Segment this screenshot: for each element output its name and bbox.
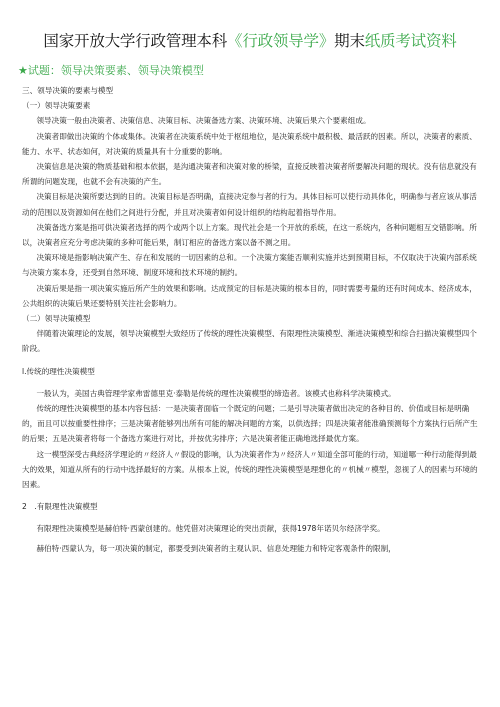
- paragraph: 决策信息是决策的物质基础和根本依据，是沟通决策者和决策对象的桥梁，直接反映着决策者所要解决问题的现状。没有信息就没有所谓的问题发现，也就不会有决策的产生。: [22, 162, 477, 187]
- title-part-course: 《行政领导学》: [227, 32, 335, 50]
- subsection-heading: （一）领导决策要素: [22, 101, 91, 111]
- paragraph: 决策备选方案是指可供决策者选择的两个或两个以上方案。现代社会是一个开放的系统，在这一系统内，各种问题相互交错影响。所以，决策者应充分考虑决策的多种可能后果，制订相应的备选方案以备不测之用。: [22, 222, 477, 248]
- title-part-term: 期末: [334, 32, 365, 50]
- paragraph: 有限理性决策模型是赫伯特·西蒙创建的。他凭借对决策理论的突出贡献，获得1978年诺贝尔经济学奖。: [36, 524, 385, 534]
- paragraph: 传统的理性决策模型的基本内容包括：一是决策者面临一个既定的问题；二是引导决策者做出决定的各种目的、价值或目标是明确的，而且可以按重要性排序；三是决策者能够列出所有可能的解决问题的方案，以供选择；四是决策者能准确预测每个方案执行后所产生的后果；五是决策者将每一个备选方案进行对比，并按优劣排序；六是决策者能正确地选择最优方案。: [22, 404, 478, 444]
- subsection-heading: （二）领导决策模型: [22, 314, 91, 324]
- paragraph: 这一模型深受古典经济学理论的〃经济人〃假设的影响，认为决策者作为〃经济人〃知道全部可能的行动，知道哪一种行动能得到最大的效果，知道从所有的行动中选择最好的方案。从根本上说，传统的理性决策模型是理想化的〃机械〃模型，忽视了人的因素与环境的因素。: [22, 449, 478, 490]
- paragraph: 决策者即做出决策的个体或集体。决策者在决策系统中处于枢纽地位，是决策系统中最积极、最活跃的因素。所以，决策者的素质、能力、水平、状态如何，对决策的质量具有十分重要的影响。: [22, 131, 477, 156]
- title-part-type: 纸质考试资料: [364, 32, 457, 50]
- document-title: [0, 30, 500, 52]
- paragraph: 领导决策一般由决策者、决策信息、决策目标、决策备选方案、决策环境、决策后果六个要素组成。: [36, 116, 371, 126]
- paragraph: 决策目标是决策所要达到的目的。决策目标是否明确，直接决定参与者的行为。具体目标可以使行动具体化，明确参与者应该从事活动的范围以及资源如何在他们之间进行分配，并且对决策者如何设计组织的结构起着指导作用。: [22, 192, 477, 217]
- paragraph: 决策环境是指影响决策产生、存在和发展的一切因素的总和。一个决策方案能否顺利实施并达到预期目标，不仅取决于决策内部系统与决策方案本身，还受到自然环境、制度环境和技术环境的制约。: [22, 253, 477, 278]
- paragraph: 伴随着决策理论的发展，领导决策模型大致经历了传统的理性决策模型、有限理性决策模型、渐进决策模型和综合扫描决策模型四个阶段。: [22, 329, 477, 354]
- paragraph: 决策后果是指一项决策实施后所产生的效果和影响。达成预定的目标是决策的根本目的，同时需要考量的还有时间成本、经济成本，公共组织的决策后果还要特别关注社会影响力。: [22, 283, 477, 308]
- topic-heading: ★试题：领导决策要素、领导决策模型: [18, 64, 204, 77]
- section-heading: 三、领导决策的要素与模型: [22, 86, 114, 95]
- title-part-school: 国家开放大学行政管理本科: [43, 32, 228, 50]
- model-heading: l.传统的理性决策模型: [22, 366, 95, 376]
- model-heading: 2 .有限理性决策模型: [22, 502, 98, 512]
- document-body: [22, 83, 480, 556]
- paragraph: 赫伯特·西蒙认为，每一项决策的制定，都要受到决策者的主观认识、信息处理能力和特定客观条件的限制，: [36, 543, 396, 553]
- paragraph: 一般认为，美国古典管理学家弗雷德里克·泰勒是传统的理性决策模型的缔造者。该模式也称科学决策模式。: [36, 388, 396, 398]
